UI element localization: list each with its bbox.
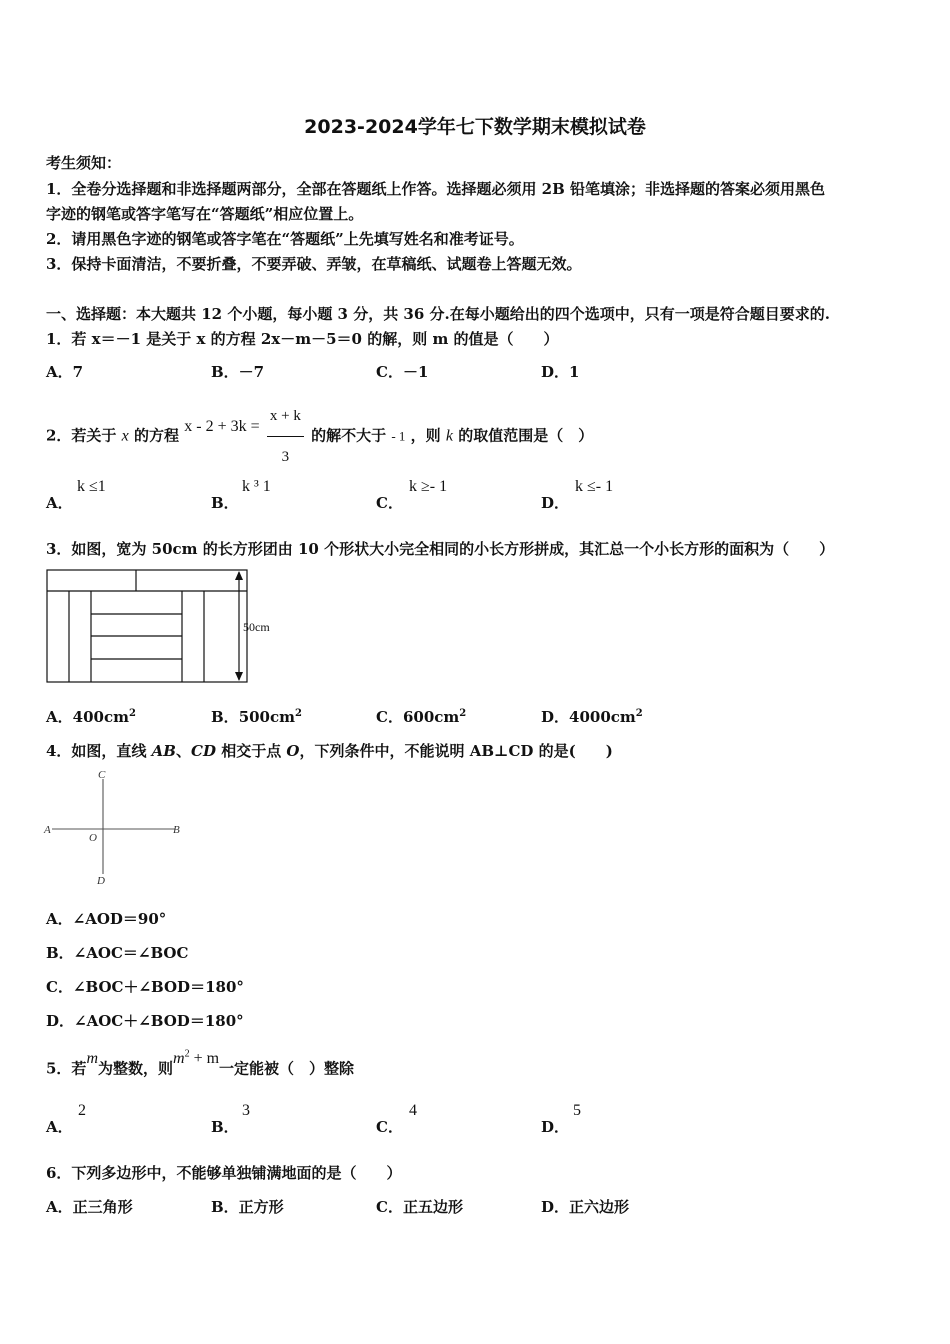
q6-option-d: D．正六边形 (541, 1198, 630, 1216)
q2-stem (46, 396, 593, 477)
q4-intersecting-lines-figure (42, 766, 192, 888)
q3-option-c (376, 706, 466, 727)
q5-option-b-value: 3 (242, 1102, 250, 1119)
q2-option-c-value: k ≥- 1 (409, 478, 448, 495)
q4-label-a: A (44, 824, 51, 836)
q4-label-c: C (98, 769, 106, 781)
q1-option-b: B．－7 (211, 363, 265, 381)
q6-stem: 6．下列多边形中，不能够单独铺满地面的是（ ） (46, 1164, 402, 1182)
q2-option-a-label: A． (46, 494, 73, 512)
q2-option-b-value: k ³ 1 (242, 478, 271, 495)
q3-outer-rect (47, 570, 247, 682)
q5-text-post: 一定能被（ ）整除 (219, 1059, 355, 1078)
q3-arrow-up (235, 571, 243, 580)
q4-option-a: A．∠AOD＝90° (46, 910, 167, 928)
q2-frac-num: x + k (267, 396, 304, 437)
q6-option-a: A．正三角形 (46, 1198, 133, 1216)
q3-option-c-value: 600cm (402, 708, 460, 726)
notice-line-1b: 字迹的钢笔或答字笔写在“答题纸”相应位置上。 (46, 205, 364, 223)
q4-text-pre: 4．如图，直线 (46, 742, 152, 760)
q5-option-c-value: 4 (409, 1102, 417, 1119)
q2-var-x: x (121, 427, 129, 445)
q4-text-sep: 、 (176, 742, 192, 760)
q4-text-mid: 相交于点 (215, 742, 287, 760)
q3-option-d-sup: 2 (635, 708, 643, 719)
q3-option-a-label: A． (46, 708, 73, 726)
q1-option-d: D．1 (541, 363, 580, 381)
page-title: 2023-2024学年七下数学期末模拟试卷 (304, 116, 646, 138)
q3-dimension-label: 50cm (243, 620, 270, 634)
q2-neg-one: - 1 (391, 428, 406, 444)
q5-expr-sup: 2 (184, 1049, 190, 1060)
q5-text-mid: 为整数，则 (98, 1059, 174, 1078)
q2-text-post: 的取值范围是（ ） (458, 426, 594, 445)
q4-option-d: D．∠AOC＋∠BOD＝180° (46, 1012, 244, 1030)
q3-option-a (46, 706, 136, 727)
q3-option-b-value: 500cm (238, 708, 296, 726)
q3-option-d (541, 706, 643, 727)
q5-stem (46, 1045, 354, 1089)
q3-option-c-label: C． (376, 708, 403, 726)
q3-stem: 3．如图，宽为 50cm 的长方形团由 10 个形状大小完全相同的小长方形拼成，其汇总一个小长方形的面积为（ ） (46, 540, 835, 558)
q4-option-c: C．∠BOC＋∠BOD＝180° (46, 978, 244, 996)
q5-option-a-value: 2 (78, 1102, 86, 1119)
q2-text-mid2: 的解不大于 (311, 426, 387, 445)
q3-option-b (211, 706, 302, 727)
q5-option-a-label: A． (46, 1118, 73, 1136)
q5-option-c-label: C． (376, 1118, 403, 1136)
q4-label-d: D (97, 875, 105, 887)
q3-arrow-down (235, 672, 243, 681)
q1-option-a: A．7 (46, 363, 84, 381)
q2-option-d-label: D． (541, 494, 570, 512)
q4-line-ab: AB (151, 742, 176, 760)
q2-var-k: k (445, 427, 454, 445)
q3-option-a-value: 400cm (72, 708, 129, 726)
q5-text-pre: 5．若 (46, 1059, 87, 1078)
q4-line-cd: CD (191, 742, 216, 760)
q2-text-mid3: ，则 (410, 426, 441, 445)
q6-option-c: C．正五边形 (376, 1198, 463, 1216)
q6-option-b: B．正方形 (211, 1198, 284, 1216)
q5-expr-base: m (173, 1050, 185, 1068)
q4-label-o: O (89, 832, 97, 844)
q2-option-a-value: k ≤1 (77, 478, 106, 495)
q4-option-b: B．∠AOC＝∠BOC (46, 944, 189, 962)
section-heading: 一、选择题：本大题共 12 个小题，每小题 3 分，共 36 分.在每小题给出的四个选项中，只有一项是符合题目要求的. (46, 305, 830, 323)
q4-stem (46, 740, 613, 761)
q5-option-b-label: B． (211, 1118, 239, 1136)
q2-option-b-label: B． (211, 494, 239, 512)
q3-option-a-sup: 2 (128, 708, 136, 719)
q5-option-d-value: 5 (573, 1102, 581, 1119)
notice-heading: 考生须知： (46, 154, 122, 172)
q1-stem: 1．若 x＝－1 是关于 x 的方程 2x－m－5＝0 的解，则 m 的值是（ ） (46, 330, 559, 348)
q4-label-b: B (173, 824, 180, 836)
q3-option-d-value: 4000cm (569, 708, 636, 726)
q3-rectangle-figure (44, 568, 284, 688)
q4-text-post: ，下列条件中，不能说明 AB⊥CD 的是( ) (299, 742, 613, 760)
q2-option-c-label: C． (376, 494, 403, 512)
q2-eq-left: x - 2 + 3k = (184, 417, 260, 435)
q1-option-c: C．－1 (376, 363, 429, 381)
q2-text-mid1: 的方程 (134, 426, 180, 445)
q3-option-d-label: D． (541, 708, 570, 726)
q2-fraction (267, 396, 304, 477)
notice-line-2: 2．请用黑色字迹的钢笔或答字笔在“答题纸”上先填写姓名和准考证号。 (46, 230, 524, 248)
q5-expr-rest: + m (189, 1050, 220, 1068)
q5-var-m: m (86, 1050, 98, 1068)
q2-option-d-value: k ≤- 1 (575, 478, 614, 495)
notice-line-1a: 1．全卷分选择题和非选择题两部分，全部在答题纸上作答。选择题必须用 2B 铅笔填涂；非选择题的答案必须用黑色 (46, 180, 826, 198)
q5-option-d-label: D． (541, 1118, 570, 1136)
q2-text-pre: 2．若关于 (46, 426, 117, 445)
notice-line-3: 3．保持卡面清洁，不要折叠，不要弄破、弄皱，在草稿纸、试题卷上答题无效。 (46, 255, 582, 273)
q3-option-b-label: B． (211, 708, 239, 726)
q2-frac-den: 3 (281, 449, 290, 465)
q4-point-o: O (286, 742, 300, 760)
q3-option-b-sup: 2 (295, 708, 302, 719)
q3-option-c-sup: 2 (459, 708, 467, 719)
